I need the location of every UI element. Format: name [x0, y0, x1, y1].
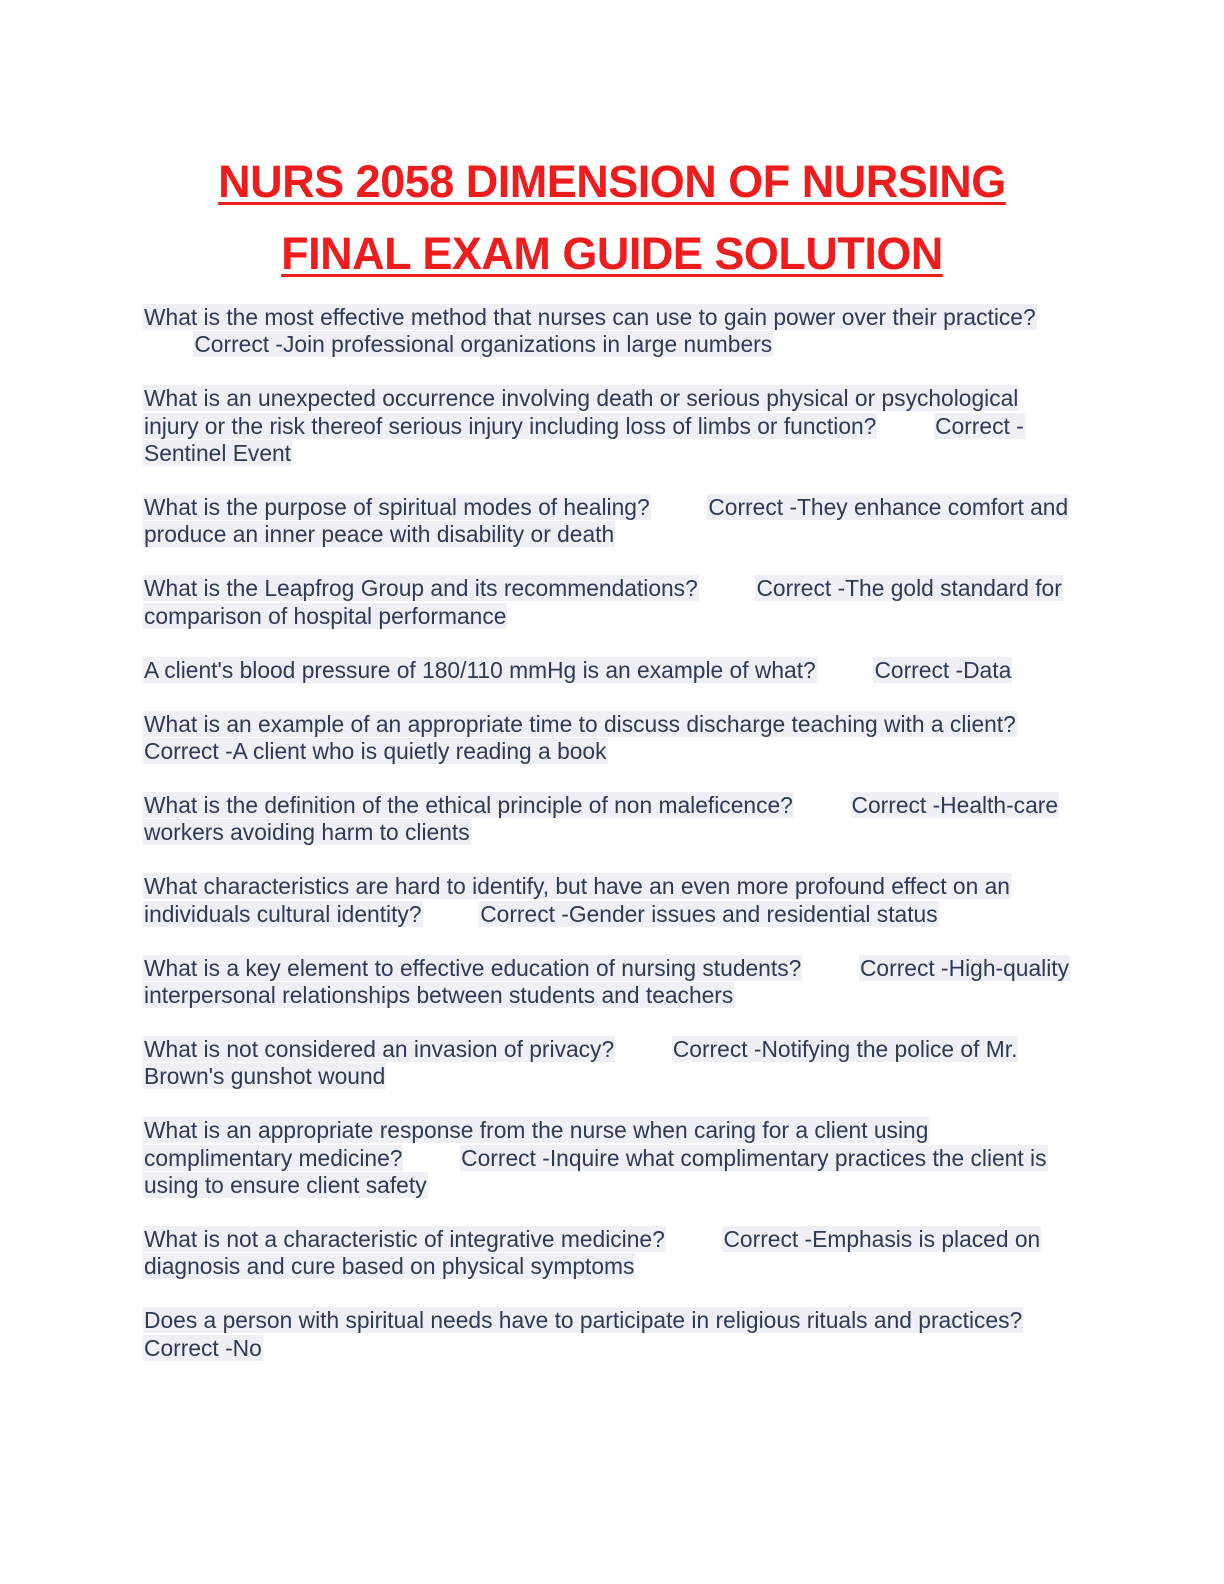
question-text: What is an appropriate response from the nurse when caring for a client using complimentary medicine?: [144, 1117, 929, 1171]
question-text: What is an example of an appropriate time to discuss discharge teaching with a client?: [144, 710, 1016, 737]
qa-item: [143, 575, 1078, 630]
answer-text: Correct -Emphasis is placed on diagnosis and cure based on physical symptoms: [144, 1225, 1041, 1280]
qa-item: [143, 955, 1078, 1010]
answer-text: Correct -Sentinel Event: [144, 412, 1024, 467]
answer-text: Correct -A client who is quietly reading a book: [144, 737, 607, 764]
document-title-line-2: FINAL EXAM GUIDE SOLUTION: [281, 228, 943, 279]
qa-item: [143, 873, 1078, 928]
qa-list: [143, 304, 1078, 1388]
answer-text: Correct -Data: [874, 656, 1012, 683]
answer-text: Correct -Health-care workers avoiding harm to clients: [144, 791, 1059, 846]
answer-text: Correct -High-quality interpersonal relationships between students and teachers: [144, 954, 1070, 1008]
question-text: What is an unexpected occurrence involving death or serious physical or psychological injury or the risk thereof serious injury including loss of limbs or function?: [144, 385, 1019, 439]
answer-text: Correct -No: [144, 1334, 262, 1361]
question-text: What is not considered an invasion of privacy?: [144, 1035, 615, 1062]
question-text: What characteristics are hard to identify, but have an even more profound effect on an individuals cultural identity?: [144, 873, 1010, 927]
qa-item: [143, 304, 1078, 359]
answer-text: Correct -Gender issues and residential status: [480, 900, 938, 927]
qa-item: [143, 657, 1078, 684]
document-title-line-1: NURS 2058 DIMENSION OF NURSING: [218, 156, 1006, 207]
question-text: What is the most effective method that nurses can use to gain power over their practice?: [144, 304, 1036, 330]
answer-text: Correct -Inquire what complimentary practices the client is using to ensure client safety: [144, 1144, 1047, 1198]
answer-text: Correct -Join professional organizations in large numbers: [194, 331, 773, 358]
question-text: What is the purpose of spiritual modes of healing?: [144, 494, 650, 521]
question-text: What is the Leapfrog Group and its recommendations?: [144, 575, 698, 602]
question-text: Does a person with spiritual needs have to participate in religious rituals and practices?: [144, 1307, 1023, 1334]
answer-text: Correct -Notifying the police of Mr. Brown's gunshot wound: [144, 1035, 1018, 1090]
question-text: What is the definition of the ethical principle of non maleficence?: [144, 791, 793, 818]
qa-item: [143, 1117, 1078, 1199]
qa-item: [143, 1307, 1078, 1362]
qa-item: [143, 711, 1078, 766]
qa-item: [143, 1226, 1078, 1281]
question-text: What is not a characteristic of integrative medicine?: [144, 1225, 665, 1252]
question-text: What is a key element to effective education of nursing students?: [144, 954, 802, 981]
qa-item: [143, 792, 1078, 847]
answer-text: Correct -The gold standard for comparison of hospital performance: [144, 575, 1062, 629]
qa-item: [143, 1036, 1078, 1091]
qa-item: [143, 494, 1078, 549]
question-text: A client's blood pressure of 180/110 mmHg is an example of what?: [144, 656, 816, 683]
qa-item: [143, 385, 1078, 467]
answer-text: Correct -They enhance comfort and produce an inner peace with disability or death: [144, 494, 1069, 548]
